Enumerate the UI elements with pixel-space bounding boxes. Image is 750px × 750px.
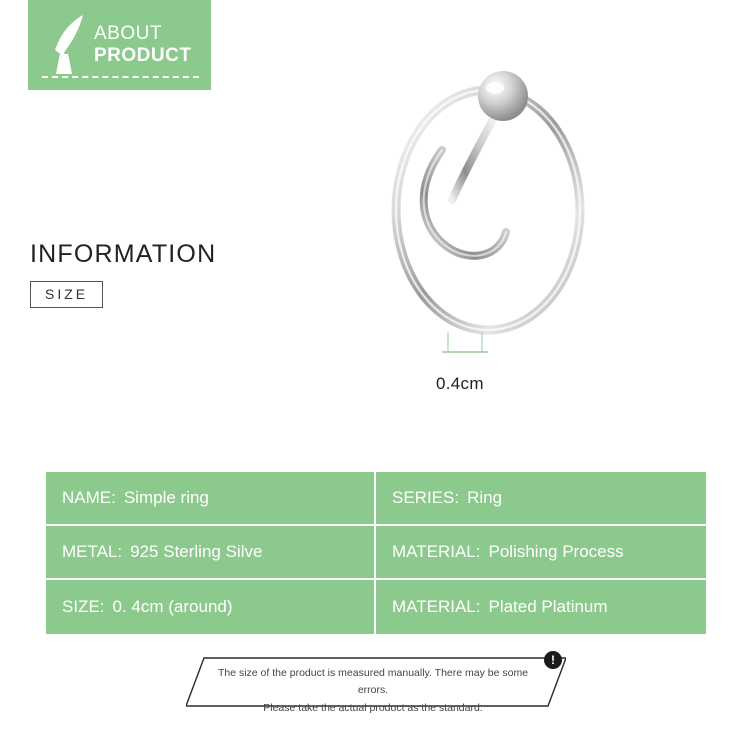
silver-ring-photo (330, 60, 660, 390)
ring-dimension-label: 0.4cm (436, 374, 484, 393)
disclaimer-line-1: The size of the product is measured manually. There may be some errors. (217, 667, 529, 697)
information-heading: INFORMATION (30, 240, 217, 268)
spec-value: 925 Sterling Silve (130, 542, 263, 561)
spec-key: SIZE: (62, 597, 105, 616)
badge-line-about: ABOUT (94, 23, 162, 45)
table-row (46, 472, 376, 526)
size-chip: SIZE (30, 281, 103, 308)
spec-key: METAL: (62, 542, 123, 561)
spec-key: MATERIAL: (392, 597, 481, 616)
table-row (46, 580, 376, 634)
quill-pen-icon (42, 12, 88, 78)
specification-table (46, 472, 706, 634)
table-row (376, 580, 706, 634)
spec-value: 0. 4cm (around) (112, 597, 233, 616)
table-row (376, 526, 706, 580)
badge-dashed-divider (42, 76, 199, 78)
spec-key: SERIES: (392, 488, 460, 507)
spec-key: MATERIAL: (392, 542, 481, 561)
spec-value: Ring (467, 488, 503, 507)
badge-line-product: PRODUCT (94, 45, 192, 66)
measurement-disclaimer (186, 653, 566, 714)
spec-value: Plated Platinum (488, 597, 608, 616)
exclamation-icon: ! (544, 651, 562, 669)
about-product-badge (28, 0, 211, 90)
spec-value: Simple ring (123, 488, 209, 507)
table-row (376, 472, 706, 526)
table-row (46, 526, 376, 580)
disclaimer-line-2: Please take the actual product as the standard. (263, 701, 483, 714)
spec-key: NAME: (62, 488, 116, 507)
spec-value: Polishing Process (488, 542, 624, 561)
